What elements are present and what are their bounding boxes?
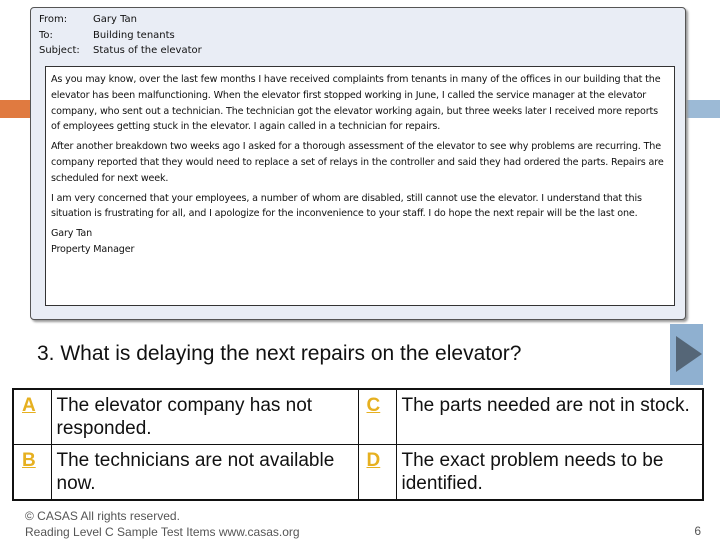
subject-label: Subject: — [39, 45, 80, 56]
answer-a-link[interactable]: A — [13, 389, 51, 445]
email-header — [39, 12, 202, 59]
page-number: 6 — [694, 524, 701, 538]
footer — [25, 508, 300, 540]
answer-a-text: The elevator company has not responded. — [51, 389, 358, 445]
signature-title: Property Manager — [51, 243, 135, 255]
question-text: 3. What is delaying the next repairs on the elevator? — [37, 342, 522, 365]
copyright: © CASAS All rights reserved. — [25, 509, 180, 523]
from-label: From: — [39, 14, 68, 25]
from-value: Gary Tan — [93, 14, 138, 25]
paragraph: As you may know, over the last few months I have received complaints from tenants in many of the offices in our building that the elevator has been malfunctioning. When the elevator first stopped working in June, I called the service manager at the elevator company, who sent out a technician. The technician got the elevator working again, but three weeks later I received more reports of employees getting stuck in the elevator. I again called in a technician for repairs. — [51, 74, 661, 133]
answer-table — [12, 388, 704, 501]
email-card — [30, 7, 686, 320]
signature-name: Gary Tan — [51, 228, 93, 240]
answer-d-link[interactable]: D — [358, 445, 396, 501]
to-value: Building tenants — [93, 29, 175, 41]
email-body — [45, 66, 675, 306]
subject-value: Status of the elevator — [93, 45, 202, 56]
answer-c-text: The parts needed are not in stock. — [396, 389, 703, 445]
paragraph: I am very concerned that your employees, a number of whom are disabled, still cannot use the elevator. I understand that this situation is frustrating for all, and I apologize for the inconvenience to your staff. I do hope the next repair will be the last one. — [51, 192, 642, 220]
play-button[interactable] — [670, 324, 703, 385]
footer-source: Reading Level C Sample Test Items www.casas.org — [25, 525, 300, 539]
answer-b-link[interactable]: B — [13, 445, 51, 501]
paragraph: After another breakdown two weeks ago I asked for a thorough assessment of the elevator to see why problems are recurring. The company reported that they would need to replace a set of relays in the controller and said they had ordered the parts. Repairs are scheduled for next week. — [51, 141, 664, 184]
answer-d-text: The exact problem needs to be identified. — [396, 445, 703, 501]
to-label: To: — [39, 29, 53, 41]
answer-c-link[interactable]: C — [358, 389, 396, 445]
answer-b-text: The technicians are not available now. — [51, 445, 358, 501]
